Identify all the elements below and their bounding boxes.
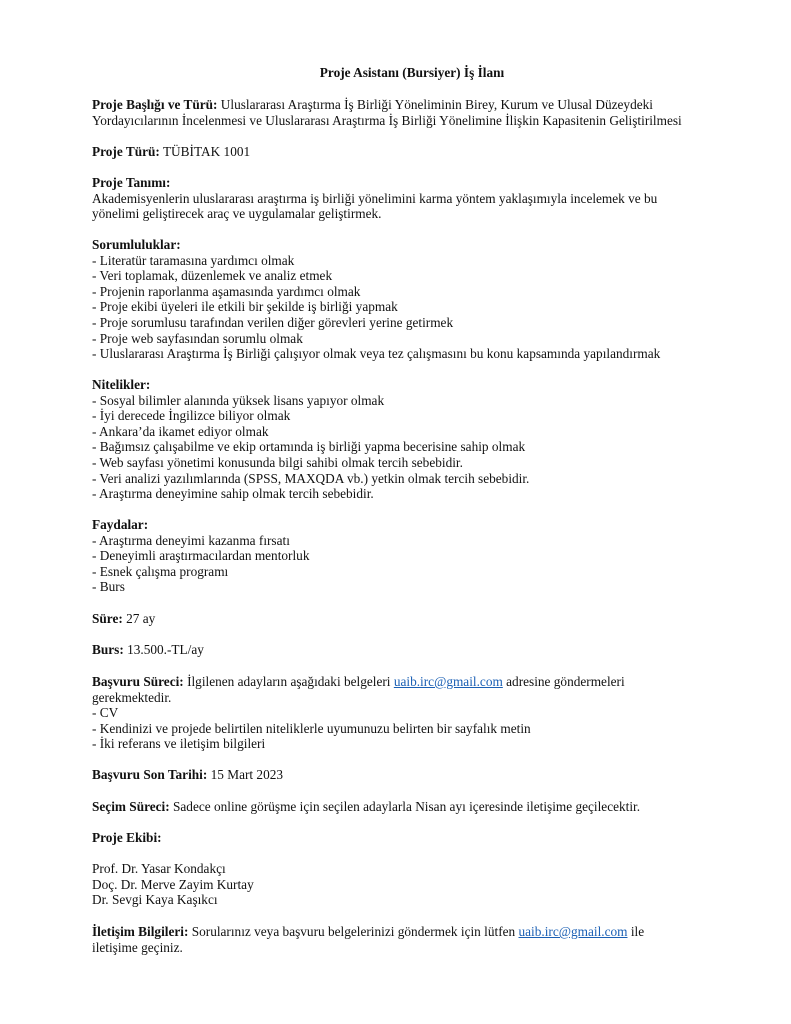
qualification-item: - Web sayfası yönetimi konusunda bilgi sahibi olmak tercih sebebidir.	[92, 454, 463, 470]
deadline-section	[92, 767, 702, 783]
application-item: - İki referans ve iletişim bilgileri	[92, 736, 266, 752]
responsibility-item: - Literatür taramasına yardımcı olmak	[92, 252, 295, 268]
application-section	[92, 674, 702, 752]
team-section	[92, 830, 702, 846]
team-member: Doç. Dr. Merve Zayim Kurtay	[92, 876, 254, 892]
qualification-item: - Bağımsız çalışabilme ve ekip ortamında iş birliği yapma becerisine sahip olmak	[92, 439, 526, 455]
team-members	[92, 861, 702, 908]
application-text: İlgilenen adayların aşağıdaki belgeleri	[187, 674, 391, 689]
contact-text-after: ile	[630, 924, 645, 939]
project-type-value: TÜBİTAK 1001	[162, 144, 251, 159]
qualification-item: - Veri analizi yazılımlarında (SPSS, MAXQDA vb.) yetkin olmak tercih sebebidir.	[92, 470, 530, 486]
team-member: Prof. Dr. Yasar Kondakçı	[92, 861, 226, 876]
selection-section	[92, 799, 702, 815]
application-line2: gerekmektedir.	[92, 689, 172, 705]
project-title-section	[92, 97, 702, 128]
duration-value: 27 ay	[126, 611, 156, 626]
qualification-item: - Ankara’da ikamet ediyor olmak	[92, 423, 269, 439]
stipend-label: Burs:	[92, 642, 124, 657]
selection-label: Seçim Süreci:	[92, 799, 170, 814]
stipend-section	[92, 642, 702, 658]
qualifications-label: Nitelikler:	[92, 377, 151, 392]
project-type-section	[92, 144, 702, 160]
qualification-item: - Sosyal bilimler alanında yüksek lisans yapıyor olmak	[92, 392, 385, 408]
responsibility-item: - Uluslararası Araştırma İş Birliği çalışıyor olmak veya tez çalışmasını bu konu kapsamında yapılandırmak	[92, 346, 661, 362]
contact-label: İletişim Bilgileri:	[92, 924, 189, 939]
project-title-line1: Uluslararası Araştırma İş Birliği Yöneliminin Birey, Kurum ve Ulusal Düzeydeki	[220, 97, 653, 112]
deadline-label: Başvuru Son Tarihi:	[92, 767, 208, 782]
responsibility-item: - Proje sorumlusu tarafından verilen diğer görevleri yerine getirmek	[92, 314, 454, 330]
application-label: Başvuru Süreci:	[92, 674, 184, 689]
description-label: Proje Tanımı:	[92, 175, 171, 190]
document-title: Proje Asistanı (Bursiyer) İş İlanı	[319, 65, 505, 80]
team-member: Dr. Sevgi Kaya Kaşıkcı	[92, 892, 218, 908]
benefit-item: - Esnek çalışma programı	[92, 563, 229, 579]
benefit-item: - Burs	[92, 579, 125, 595]
application-text-after: adresine göndermeleri	[506, 674, 625, 689]
benefits-label: Faydalar:	[92, 517, 149, 532]
deadline-value: 15 Mart 2023	[210, 767, 284, 782]
project-title-line2: Yordayıcılarının İncelenmesi ve Uluslararası Araştırma İş Birliği Yönelimine İlişkin Kapasitenin Geliştirilmesi	[92, 112, 682, 128]
application-item: - CV	[92, 705, 119, 721]
contact-line2: iletişime geçiniz.	[92, 939, 183, 955]
responsibility-item: - Proje ekibi üyeleri ile etkili bir şekilde iş birliği yapmak	[92, 299, 398, 315]
qualification-item: - Araştırma deneyimine sahip olmak tercih sebebidir.	[92, 486, 374, 502]
responsibility-item: - Veri toplamak, düzenlemek ve analiz etmek	[92, 268, 333, 284]
qualification-item: - İyi derecede İngilizce biliyor olmak	[92, 408, 291, 424]
responsibilities-label: Sorumluluklar:	[92, 237, 181, 252]
duration-label: Süre:	[92, 611, 123, 626]
project-title-label: Proje Başlığı ve Türü:	[92, 97, 218, 112]
benefit-item: - Deneyimli araştırmacılardan mentorluk	[92, 548, 310, 564]
benefits-section	[92, 517, 702, 595]
description-section	[92, 175, 702, 222]
contact-section	[92, 924, 702, 955]
contact-email-link[interactable]: uaib.irc@gmail.com	[518, 924, 628, 939]
project-type-label: Proje Türü:	[92, 144, 160, 159]
description-line2: yönelimi geliştirecek araç ve uygulamalar geliştirmek.	[92, 206, 382, 222]
stipend-value: 13.500.-TL/ay	[127, 642, 204, 657]
team-label: Proje Ekibi:	[92, 830, 162, 845]
responsibility-item: - Proje web sayfasından sorumlu olmak	[92, 330, 303, 346]
benefit-item: - Araştırma deneyimi kazanma fırsatı	[92, 532, 290, 548]
application-email-link[interactable]: uaib.irc@gmail.com	[393, 674, 503, 689]
duration-section	[92, 611, 702, 627]
selection-value: Sadece online görüşme için seçilen adaylarla Nisan ayı içeresinde iletişime geçilecektir.	[173, 799, 641, 814]
description-line1: Akademisyenlerin uluslararası araştırma iş birliği yönelimini karma yöntem yaklaşımıyla incelemek ve bu	[92, 190, 658, 206]
responsibilities-section	[92, 237, 702, 362]
responsibility-item: - Projenin raporlanma aşamasında yardımcı olmak	[92, 283, 361, 299]
contact-text: Sorularınız veya başvuru belgelerinizi göndermek için lütfen	[191, 924, 516, 939]
qualifications-section	[92, 377, 702, 502]
application-item: - Kendinizi ve projede belirtilen niteliklerle uyumunuzu belirten bir sayfalık metin	[92, 720, 531, 736]
